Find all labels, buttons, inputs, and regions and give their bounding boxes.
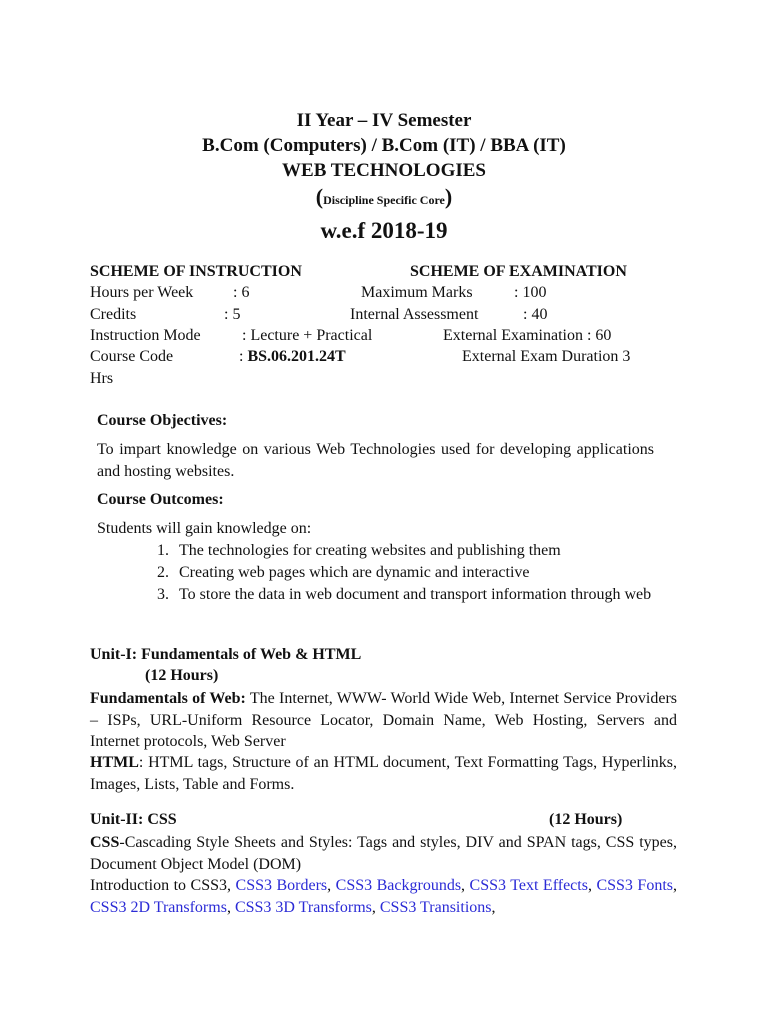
mode-value: : Lecture + Practical bbox=[242, 327, 373, 344]
unit1-heading: Unit-I: Fundamentals of Web & HTML bbox=[90, 646, 362, 663]
unit2-css bbox=[90, 832, 677, 875]
html-text: : HTML tags, Structure of an HTML document, Text Formatting Tags, Hyperlinks, Images, Lists, Table and Forms. bbox=[90, 754, 677, 793]
outcomes-heading: Course Outcomes: bbox=[97, 491, 224, 508]
max-marks-label: Maximum Marks bbox=[361, 284, 473, 301]
hours-value: : 6 bbox=[233, 284, 250, 301]
scheme-examination-heading: SCHEME OF EXAMINATION bbox=[410, 263, 627, 280]
max-marks-value: : 100 bbox=[514, 284, 547, 301]
duration-label: External Exam Duration 3 bbox=[462, 348, 631, 365]
unit1-html bbox=[90, 752, 677, 795]
link-css3-backgrounds[interactable]: CSS3 Backgrounds bbox=[335, 877, 462, 894]
hours-label: Hours per Week bbox=[90, 284, 194, 301]
category-label: Discipline Specific Core bbox=[323, 193, 445, 207]
link-css3-transitions[interactable]: CSS3 Transitions bbox=[379, 898, 492, 916]
programs: B.Com (Computers) / B.Com (IT) / BBA (IT) bbox=[202, 135, 566, 156]
fundamentals-text: The Internet, WWW- World Wide Web, Internet Service Providers – ISPs, URL-Uniform Resource Locator, Domain Name, Web Hosting, Servers and Internet protocols, Web Server bbox=[90, 690, 678, 750]
internal-value: : 40 bbox=[523, 306, 548, 323]
external-exam: External Examination : 60 bbox=[443, 327, 612, 344]
credits-value: : 5 bbox=[224, 306, 241, 323]
year-semester: II Year – IV Semester bbox=[296, 110, 472, 131]
paren-close: ) bbox=[444, 184, 453, 209]
outcomes-list bbox=[157, 540, 654, 606]
list-item: 2. Creating web pages which are dynamic and interactive bbox=[157, 564, 530, 581]
css3-intro: Introduction to CSS3, bbox=[90, 877, 236, 894]
unit1-hours: (12 Hours) bbox=[145, 667, 219, 684]
unit2-hours: (12 Hours) bbox=[549, 811, 623, 828]
code-colon: : bbox=[239, 348, 244, 365]
link-css3-3d-transforms[interactable]: CSS3 3D Transforms bbox=[234, 898, 372, 916]
code-label: Course Code bbox=[90, 348, 174, 365]
objectives-heading: Course Objectives: bbox=[97, 412, 228, 429]
objectives-text: To impart knowledge on various Web Technologies used for developing applications and hosting websites. bbox=[97, 441, 654, 480]
internal-label: Internal Assessment bbox=[350, 306, 479, 323]
duration-unit: Hrs bbox=[90, 370, 114, 387]
credits-label: Credits bbox=[90, 306, 137, 323]
mode-label: Instruction Mode bbox=[90, 327, 201, 344]
css-label: CSS bbox=[90, 834, 120, 851]
course-code bbox=[239, 348, 346, 366]
link-css3-2d-transforms[interactable]: CSS3 2D Transforms bbox=[90, 898, 227, 916]
link-css3-text-effects[interactable]: CSS3 Text Effects bbox=[469, 877, 588, 894]
list-item: 3. To store the data in web document and transport information through web bbox=[157, 586, 652, 603]
link-css3-fonts[interactable]: CSS3 Fonts bbox=[596, 877, 673, 894]
code-value: BS.06.201.24T bbox=[247, 348, 346, 365]
wef-year: w.e.f 2018-19 bbox=[320, 218, 448, 243]
scheme-instruction-heading: SCHEME OF INSTRUCTION bbox=[90, 263, 302, 280]
link-css3-borders[interactable]: CSS3 Borders bbox=[235, 877, 328, 894]
unit2-heading: Unit-II: CSS bbox=[90, 811, 177, 828]
fundamentals-label: Fundamentals of Web: bbox=[90, 690, 246, 707]
course-title: WEB TECHNOLOGIES bbox=[282, 160, 486, 181]
course-category bbox=[0, 184, 768, 210]
list-item: 1. The technologies for creating websites and publishing them bbox=[157, 542, 561, 559]
paren-open: ( bbox=[315, 184, 324, 209]
outcomes-intro: Students will gain knowledge on: bbox=[97, 520, 312, 537]
css-text: -Cascading Style Sheets and Styles: Tags and styles, DIV and SPAN tags, CSS types, Document Object Model (DOM) bbox=[90, 834, 677, 873]
unit1-fundamentals bbox=[90, 688, 677, 753]
unit2-css3: Introduction to CSS3, CSS3 Borders, CSS3 Backgrounds, CSS3 Text Effects, CSS3 Fonts, CSS3 2D Transforms, CSS3 3D Transforms, CSS3 Transitions, bbox=[90, 877, 677, 916]
html-label: HTML bbox=[90, 754, 139, 771]
